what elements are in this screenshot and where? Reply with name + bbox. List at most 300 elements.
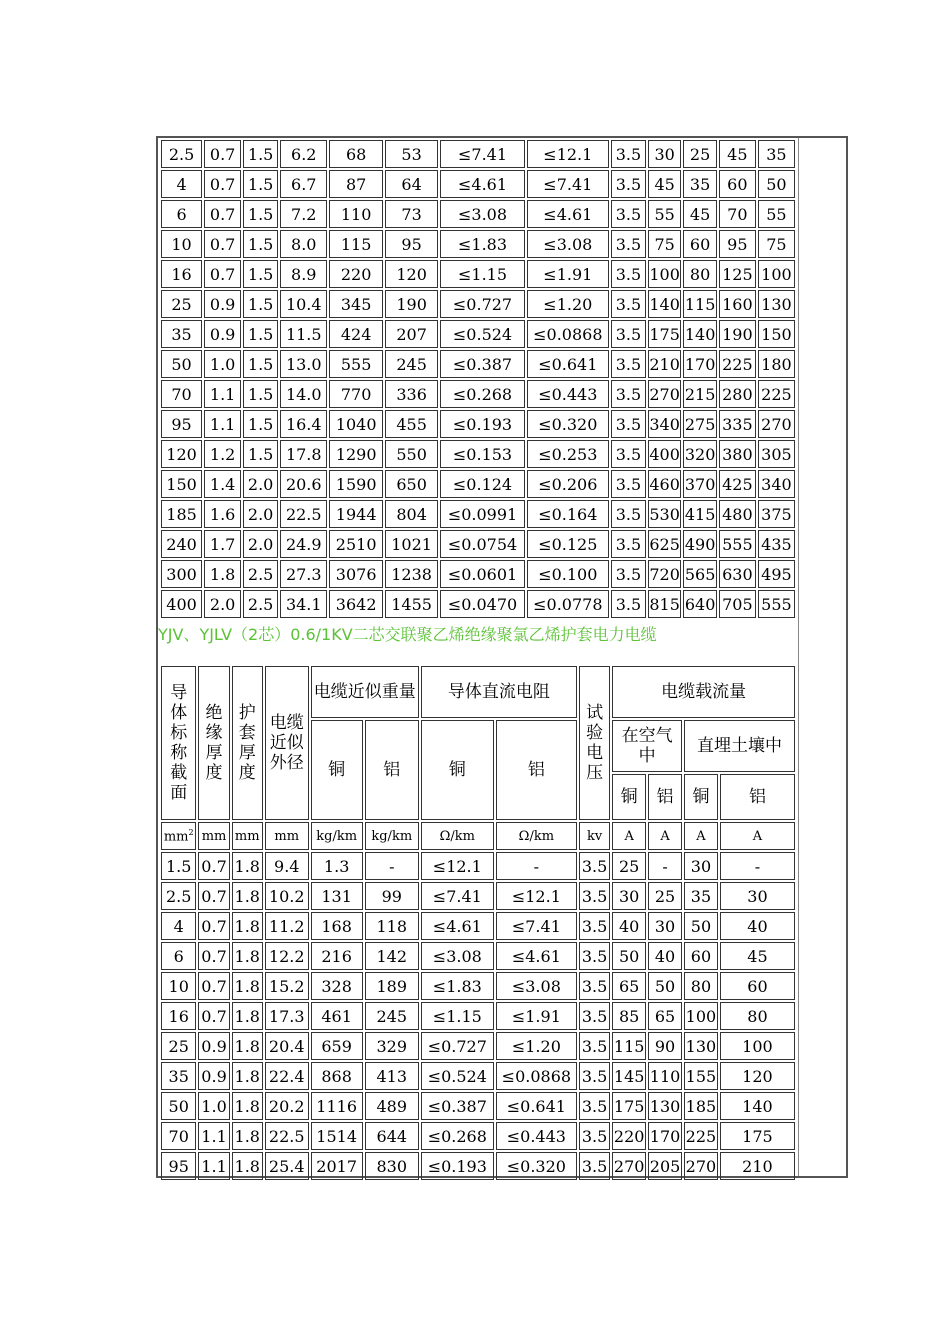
table-cell: 3.5 — [611, 530, 646, 558]
table-cell: 190 — [719, 320, 756, 348]
table-cell: 100 — [684, 1002, 718, 1030]
table-cell: 45 — [648, 170, 681, 198]
table-row — [161, 1032, 795, 1060]
unit-diameter: mm — [265, 822, 309, 850]
table-cell: 770 — [329, 380, 382, 408]
table-cell: 495 — [758, 560, 795, 588]
table-cell: 125 — [719, 260, 756, 288]
table-cell: ≤0.268 — [440, 380, 524, 408]
table-cell: ≤0.125 — [527, 530, 609, 558]
table-cell: 1.8 — [232, 942, 263, 970]
table-cell: 1590 — [329, 470, 382, 498]
unit-section-text: mm — [163, 829, 189, 845]
header-in-air: 在空气中 — [612, 720, 682, 772]
unit-insulation: mm — [198, 822, 229, 850]
table-cell: 3.5 — [579, 852, 610, 880]
table-cell: 804 — [385, 500, 438, 528]
table-cell: 3.5 — [611, 230, 646, 258]
table-cell: 160 — [719, 290, 756, 318]
table-cell: 1.3 — [311, 852, 363, 880]
table-cell: 10 — [161, 972, 196, 1000]
table-cell: ≤1.20 — [496, 1032, 577, 1060]
table-cell: 16 — [161, 260, 202, 288]
table-cell: 335 — [719, 410, 756, 438]
header-resistance-aluminum: 铝 — [496, 720, 577, 820]
table-cell: 35 — [758, 140, 795, 168]
table-cell: 3.5 — [579, 882, 610, 910]
table-cell: 22.5 — [265, 1122, 309, 1150]
table-cell: 1.0 — [204, 350, 241, 378]
table-cell: 0.9 — [198, 1062, 229, 1090]
table-cell: 175 — [612, 1092, 646, 1120]
table-cell: ≤0.727 — [421, 1032, 494, 1060]
table-cell: ≤0.387 — [421, 1092, 494, 1120]
table-cell: 17.3 — [265, 1002, 309, 1030]
table-cell: 3.5 — [611, 260, 646, 288]
table-cell: 1.5 — [243, 260, 278, 288]
table-cell: 625 — [648, 530, 681, 558]
table-cell: 20.2 — [265, 1092, 309, 1120]
table-cell: 400 — [648, 440, 681, 468]
table-cell: 30 — [612, 882, 646, 910]
table-row — [161, 470, 795, 498]
unit-resistance-aluminum: Ω/km — [496, 822, 577, 850]
header-insulation: 绝缘厚度 — [198, 666, 229, 820]
table-cell: 300 — [161, 560, 202, 588]
header-air-aluminum: 铝 — [648, 774, 682, 820]
table-cell: 461 — [311, 1002, 363, 1030]
table-cell: ≤1.91 — [496, 1002, 577, 1030]
table-cell: 80 — [720, 1002, 795, 1030]
table-cell: 34.1 — [280, 590, 327, 618]
table-cell: 90 — [648, 1032, 682, 1060]
table-cell: 650 — [385, 470, 438, 498]
table-cell: 185 — [684, 1092, 718, 1120]
table-cell: 1.8 — [232, 1092, 263, 1120]
table-cell: 35 — [683, 170, 716, 198]
table-cell: 380 — [719, 440, 756, 468]
table-cell: ≤0.0778 — [527, 590, 609, 618]
table-cell: 50 — [684, 912, 718, 940]
table-cell: 328 — [311, 972, 363, 1000]
table-cell: 130 — [648, 1092, 682, 1120]
table-cell: 644 — [365, 1122, 419, 1150]
table-cell: 1.8 — [232, 1002, 263, 1030]
table-cell: 270 — [612, 1152, 646, 1180]
header-resistance-copper: 铜 — [421, 720, 494, 820]
table-row — [161, 882, 795, 910]
table-cell: 2.0 — [204, 590, 241, 618]
table-cell: 1.2 — [204, 440, 241, 468]
unit-section-sup: 2 — [188, 827, 194, 837]
table-cell: ≤0.443 — [496, 1122, 577, 1150]
table-cell: 3642 — [329, 590, 382, 618]
table-cell: 815 — [648, 590, 681, 618]
table-cell: 155 — [684, 1062, 718, 1090]
table-cell: 64 — [385, 170, 438, 198]
table-cell: 3.5 — [579, 912, 610, 940]
table-cell: 3.5 — [579, 1152, 610, 1180]
table-cell: 400 — [161, 590, 202, 618]
table-cell: ≤0.268 — [421, 1122, 494, 1150]
table-cell: ≤0.0991 — [440, 500, 524, 528]
table-cell: 16.4 — [280, 410, 327, 438]
table-cell: 170 — [648, 1122, 682, 1150]
table-cell: 1.5 — [243, 170, 278, 198]
header-weight: 电缆近似重量 — [311, 666, 419, 718]
table-cell: 175 — [720, 1122, 795, 1150]
table-row — [161, 1092, 795, 1120]
table-cell: 35 — [684, 882, 718, 910]
unit-amp-3: A — [684, 822, 718, 850]
table-cell: 3.5 — [611, 140, 646, 168]
table-cell: 375 — [758, 500, 795, 528]
table-cell: 168 — [311, 912, 363, 940]
table-cell: 60 — [720, 972, 795, 1000]
table-cell: 140 — [720, 1092, 795, 1120]
header-ampacity: 电缆载流量 — [612, 666, 795, 718]
table-cell: ≤0.0754 — [440, 530, 524, 558]
table-cell: ≤1.91 — [527, 260, 609, 288]
table-row — [161, 350, 795, 378]
table-cell: 40 — [720, 912, 795, 940]
table-cell: 455 — [385, 410, 438, 438]
header-soil-copper: 铜 — [684, 774, 718, 820]
table-cell: 115 — [329, 230, 382, 258]
table-cell: 142 — [365, 942, 419, 970]
table-row — [161, 1062, 795, 1090]
table-cell: 17.8 — [280, 440, 327, 468]
table-cell: 35 — [161, 1062, 196, 1090]
table-cell: ≤0.320 — [496, 1152, 577, 1180]
table-cell: 175 — [648, 320, 681, 348]
header-soil-aluminum: 铝 — [720, 774, 795, 820]
table-cell: 150 — [161, 470, 202, 498]
table-cell: 131 — [311, 882, 363, 910]
table-row — [161, 972, 795, 1000]
table-cell: ≤0.320 — [527, 410, 609, 438]
table-cell: 320 — [683, 440, 716, 468]
table-cell: 424 — [329, 320, 382, 348]
table-cell: 120 — [720, 1062, 795, 1090]
table-cell: 1.5 — [243, 140, 278, 168]
table-cell: 270 — [758, 410, 795, 438]
table-cell: 30 — [720, 882, 795, 910]
table-cell: 705 — [719, 590, 756, 618]
table-cell: ≤4.61 — [496, 942, 577, 970]
table-cell: 45 — [720, 942, 795, 970]
table-cell: 3.5 — [579, 942, 610, 970]
table-cell: 1.8 — [232, 1152, 263, 1180]
table-cell: 0.7 — [198, 882, 229, 910]
table-cell: ≤1.83 — [440, 230, 524, 258]
table-cell: 27.3 — [280, 560, 327, 588]
table-row — [161, 320, 795, 348]
table-cell: ≤4.61 — [421, 912, 494, 940]
table-cell: 9.4 — [265, 852, 309, 880]
table-row — [161, 912, 795, 940]
table-cell: 7.2 — [280, 200, 327, 228]
table-cell: 1944 — [329, 500, 382, 528]
table-cell: ≤0.193 — [421, 1152, 494, 1180]
table-cell: 25 — [161, 1032, 196, 1060]
cable-spec-table-2 — [159, 664, 797, 1182]
table-cell: 3.5 — [611, 590, 646, 618]
table-cell: 40 — [612, 912, 646, 940]
table-cell: 0.7 — [204, 230, 241, 258]
table-cell: 50 — [612, 942, 646, 970]
table-cell: 75 — [758, 230, 795, 258]
table-cell: 2.0 — [243, 500, 278, 528]
header-weight-aluminum: 铝 — [365, 720, 419, 820]
table-cell: 2.5 — [161, 140, 202, 168]
table-cell: 3.5 — [611, 410, 646, 438]
table-cell: 73 — [385, 200, 438, 228]
unit-sheath: mm — [232, 822, 263, 850]
table-row — [161, 1122, 795, 1150]
table-cell: 1.5 — [161, 852, 196, 880]
table-row — [161, 560, 795, 588]
table-cell: 205 — [648, 1152, 682, 1180]
table-cell: 3.5 — [611, 500, 646, 528]
table-cell: 55 — [758, 200, 795, 228]
table-cell: 1.8 — [232, 1062, 263, 1090]
table-cell: 830 — [365, 1152, 419, 1180]
table-cell: 0.7 — [198, 942, 229, 970]
table-cell: 20.4 — [265, 1032, 309, 1060]
table-cell: 80 — [683, 260, 716, 288]
table-cell: 80 — [684, 972, 718, 1000]
table-cell: 270 — [684, 1152, 718, 1180]
table-row — [161, 1152, 795, 1180]
table-cell: 3.5 — [611, 440, 646, 468]
table-cell: 220 — [612, 1122, 646, 1150]
table-cell: ≤4.61 — [440, 170, 524, 198]
table-cell: 225 — [758, 380, 795, 408]
table-cell: ≤0.0470 — [440, 590, 524, 618]
table-cell: 1.1 — [198, 1152, 229, 1180]
table-cell: 65 — [612, 972, 646, 1000]
unit-section — [161, 822, 196, 850]
table-cell: 1.8 — [204, 560, 241, 588]
table-cell: ≤1.15 — [421, 1002, 494, 1030]
table-cell: 1.5 — [243, 440, 278, 468]
table-cell: 3.5 — [611, 560, 646, 588]
table-cell: 1.5 — [243, 410, 278, 438]
table-cell: 305 — [758, 440, 795, 468]
table-cell: 2.0 — [243, 470, 278, 498]
table-row — [161, 230, 795, 258]
table-cell: 640 — [683, 590, 716, 618]
table-cell: 1.5 — [243, 320, 278, 348]
table-cell: 100 — [758, 260, 795, 288]
table-cell: ≤3.08 — [421, 942, 494, 970]
table-cell: 4 — [161, 170, 202, 198]
header-in-soil: 直埋土壤中 — [684, 720, 795, 772]
table-cell: 0.7 — [204, 260, 241, 288]
table-cell: 1238 — [385, 560, 438, 588]
table-cell: 2.5 — [243, 590, 278, 618]
table-cell: 10 — [161, 230, 202, 258]
table-cell: 1.4 — [204, 470, 241, 498]
table-cell: 8.0 — [280, 230, 327, 258]
table-cell: 630 — [719, 560, 756, 588]
table-cell: 8.9 — [280, 260, 327, 288]
table-cell: 45 — [719, 140, 756, 168]
table-cell: 22.4 — [265, 1062, 309, 1090]
table-cell: 130 — [684, 1032, 718, 1060]
table-cell: ≤7.41 — [496, 912, 577, 940]
table-cell: 11.2 — [265, 912, 309, 940]
table-cell: 280 — [719, 380, 756, 408]
table-cell: 2.0 — [243, 530, 278, 558]
table-cell: 345 — [329, 290, 382, 318]
table-row — [161, 942, 795, 970]
table-cell: 180 — [758, 350, 795, 378]
table-cell: 75 — [648, 230, 681, 258]
table-cell: ≤0.0868 — [527, 320, 609, 348]
table-cell: 100 — [720, 1032, 795, 1060]
table-cell: 95 — [161, 1152, 196, 1180]
table-cell: 0.7 — [198, 852, 229, 880]
table-cell: 4 — [161, 912, 196, 940]
unit-amp-4: A — [720, 822, 795, 850]
table-cell: 40 — [648, 942, 682, 970]
table-cell: 1.5 — [243, 230, 278, 258]
table-cell: 225 — [719, 350, 756, 378]
table-cell: 140 — [683, 320, 716, 348]
table-cell: 30 — [684, 852, 718, 880]
table-row — [161, 410, 795, 438]
table-cell: 60 — [683, 230, 716, 258]
table-cell: ≤12.1 — [527, 140, 609, 168]
table-cell: 14.0 — [280, 380, 327, 408]
table-cell: 2017 — [311, 1152, 363, 1180]
table-cell: 3.5 — [579, 1062, 610, 1090]
table-cell: 45 — [683, 200, 716, 228]
table-cell: 245 — [365, 1002, 419, 1030]
table-cell: 340 — [758, 470, 795, 498]
table-cell: 110 — [329, 200, 382, 228]
table-cell: ≤0.193 — [440, 410, 524, 438]
table-row — [161, 500, 795, 528]
table-cell: 3076 — [329, 560, 382, 588]
table-cell: 1.8 — [232, 912, 263, 940]
table-cell: 530 — [648, 500, 681, 528]
table-cell: ≤7.41 — [440, 140, 524, 168]
header-test-voltage: 试验电压 — [579, 666, 610, 820]
table-cell: 6.2 — [280, 140, 327, 168]
table-cell: ≤12.1 — [421, 852, 494, 880]
table-cell: 50 — [161, 1092, 196, 1120]
table-cell: 1.8 — [232, 972, 263, 1000]
table-cell: 140 — [648, 290, 681, 318]
table-cell: 245 — [385, 350, 438, 378]
table-cell: 70 — [161, 1122, 196, 1150]
table-cell: 210 — [720, 1152, 795, 1180]
table-cell: 115 — [683, 290, 716, 318]
table-cell: 95 — [385, 230, 438, 258]
table-cell: 50 — [161, 350, 202, 378]
table-cell: 1.0 — [198, 1092, 229, 1120]
table-cell: ≤0.206 — [527, 470, 609, 498]
table-cell: 95 — [719, 230, 756, 258]
table-cell: 3.5 — [579, 1032, 610, 1060]
table-cell: 0.9 — [204, 290, 241, 318]
table-cell: 95 — [161, 410, 202, 438]
table-cell: 435 — [758, 530, 795, 558]
unit-voltage: kv — [579, 822, 610, 850]
table-cell: 555 — [719, 530, 756, 558]
table-cell: 1.8 — [232, 1122, 263, 1150]
table-cell: 1455 — [385, 590, 438, 618]
table-cell: 555 — [329, 350, 382, 378]
table-cell: 10.4 — [280, 290, 327, 318]
header-resistance: 导体直流电阻 — [421, 666, 577, 718]
table-cell: 415 — [683, 500, 716, 528]
table-cell: 16 — [161, 1002, 196, 1030]
table-cell: 6.7 — [280, 170, 327, 198]
table-cell: - — [365, 852, 419, 880]
table-cell: ≤0.153 — [440, 440, 524, 468]
table-cell: 1.5 — [243, 350, 278, 378]
table-cell: 60 — [719, 170, 756, 198]
table-cell: 11.5 — [280, 320, 327, 348]
table-cell: 12.2 — [265, 942, 309, 970]
table-cell: 60 — [684, 942, 718, 970]
table-cell: 87 — [329, 170, 382, 198]
table-cell: 10.2 — [265, 882, 309, 910]
table-row — [161, 590, 795, 618]
table-cell: 220 — [329, 260, 382, 288]
header-sheath: 护套厚度 — [232, 666, 263, 820]
table-cell: 110 — [648, 1062, 682, 1090]
table-cell: 35 — [161, 320, 202, 348]
table-cell: 70 — [719, 200, 756, 228]
table-cell: 50 — [758, 170, 795, 198]
table-cell: 490 — [683, 530, 716, 558]
table-cell: 3.5 — [611, 350, 646, 378]
table-cell: 25 — [648, 882, 682, 910]
table-cell: 480 — [719, 500, 756, 528]
unit-weight-copper: kg/km — [311, 822, 363, 850]
unit-amp-2: A — [648, 822, 682, 850]
table-cell: 25 — [683, 140, 716, 168]
table-cell: 145 — [612, 1062, 646, 1090]
table-cell: 24.9 — [280, 530, 327, 558]
table-cell: 118 — [365, 912, 419, 940]
table-cell: 370 — [683, 470, 716, 498]
table-cell: 720 — [648, 560, 681, 588]
table-cell: 329 — [365, 1032, 419, 1060]
table-cell: 225 — [684, 1122, 718, 1150]
table-cell: ≤0.164 — [527, 500, 609, 528]
table-cell: - — [496, 852, 577, 880]
table-cell: ≤4.61 — [527, 200, 609, 228]
table-cell: 0.7 — [204, 170, 241, 198]
table-cell: 70 — [161, 380, 202, 408]
table-cell: 2.5 — [243, 560, 278, 588]
table-cell: ≤3.08 — [440, 200, 524, 228]
table-cell: 20.6 — [280, 470, 327, 498]
table-cell: 3.5 — [611, 290, 646, 318]
table-cell: 0.9 — [204, 320, 241, 348]
table-cell: 6 — [161, 200, 202, 228]
table-cell: 0.7 — [204, 140, 241, 168]
table-cell: 275 — [683, 410, 716, 438]
table-cell: 550 — [385, 440, 438, 468]
table-cell: 1116 — [311, 1092, 363, 1120]
